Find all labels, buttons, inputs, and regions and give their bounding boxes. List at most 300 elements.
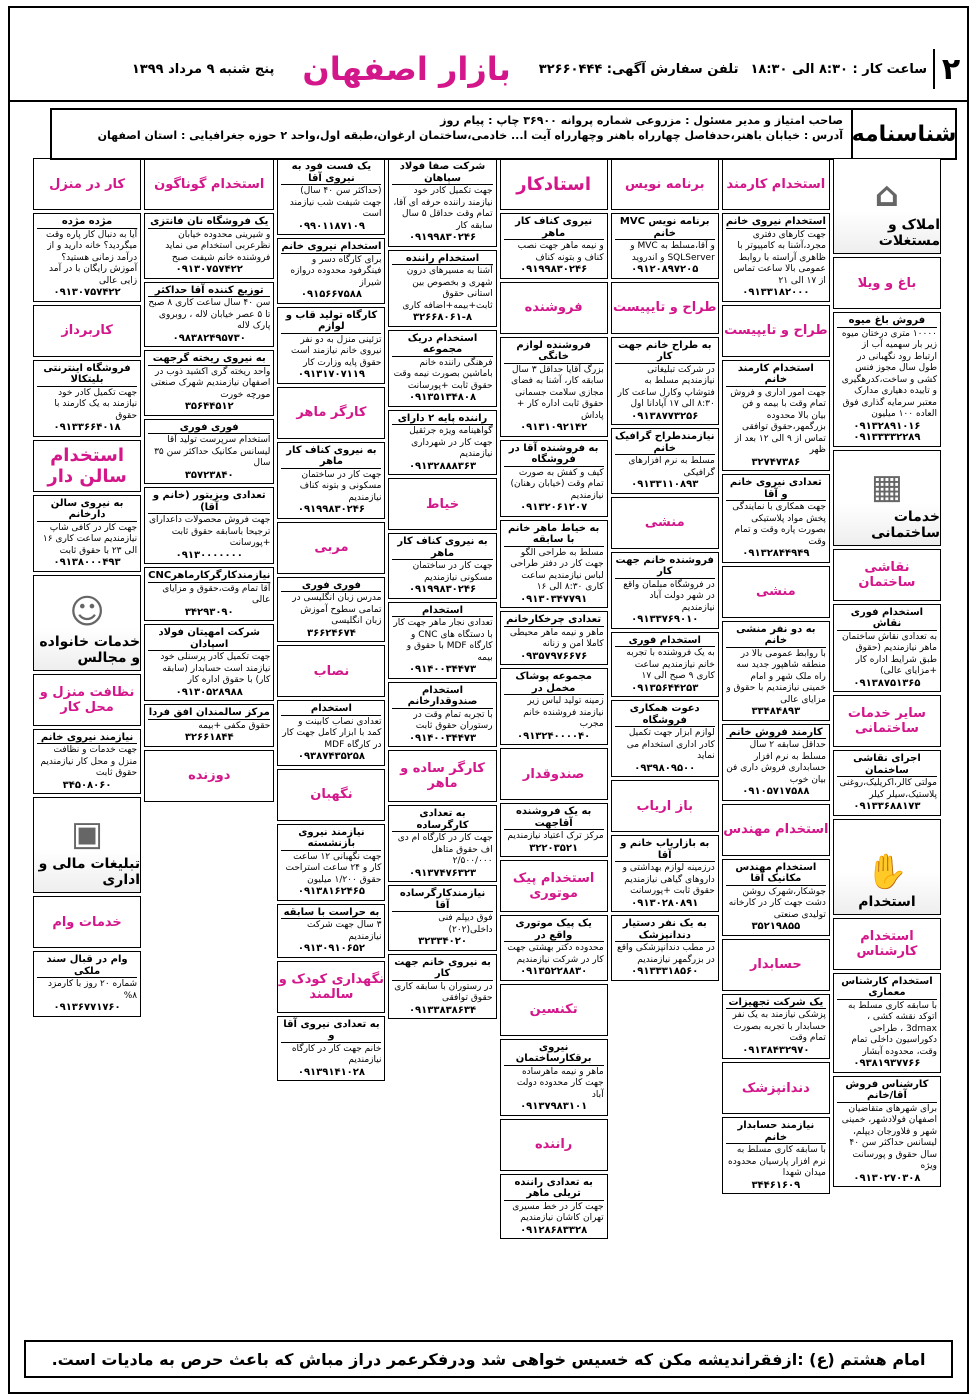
ad-body: لوازم ابزار جهت تکمیل کادر اداری استخدام می نماید bbox=[626, 728, 715, 761]
ad-phone: ۰۹۱۵۶۶۷۵۸۸ bbox=[300, 289, 362, 300]
section-banner-label: خدمات ساختمانی bbox=[871, 508, 940, 541]
identity-line: آدرس : خیابان باهنر،حدفاصل چهارراه باهنر وچهارراه آیت ا... خادمی،ساختمان ارغوان،طبقه اول،واحد ۲ حوزه جغرافیایی : استان اصفهان bbox=[97, 129, 843, 142]
classified-ad bbox=[144, 419, 274, 485]
classified-ad bbox=[833, 604, 941, 693]
ad-body: تعدادی نجار ماهر جهت کار با دستگاه های CNC و کارگاه MDF با حقوق و بیمه bbox=[393, 618, 493, 663]
ad-phone: ۰۹۱۳۰۷۵۷۴۲۲ bbox=[175, 264, 243, 275]
category-heading: نظافت منزل و محل کار bbox=[33, 674, 141, 726]
classified-ad bbox=[277, 238, 385, 304]
classified-ad bbox=[388, 885, 496, 951]
ad-title: نیازمندطراح گرافیک خانم bbox=[614, 431, 715, 454]
ad-phone: ۰۹۱۹۹۸۳۰۲۴۶ bbox=[520, 264, 588, 275]
ad-body: مرکز ترک اعتیاد نیازمندیم bbox=[507, 831, 604, 841]
ad-title: استخدام کارمند خانم bbox=[726, 363, 826, 387]
category-heading: تکنسین bbox=[500, 984, 608, 1036]
ad-title: وام در قبال سند ملکی bbox=[37, 954, 137, 978]
ad-title: به نیروی ریخته گرجهت bbox=[148, 353, 270, 366]
classified-ad bbox=[500, 440, 608, 517]
identity-title: شناسنامه bbox=[851, 110, 955, 158]
ad-phone: ۰۹۱۴۰۰۳۴۴۷۳ bbox=[408, 732, 477, 744]
category-heading: دندانپزشک bbox=[722, 1062, 830, 1114]
ad-title: استخدام bbox=[281, 703, 381, 716]
ad-title: استخدام صندوقدارخانم bbox=[392, 685, 492, 709]
ad-phone: ۰۹۱۳۸۷۵۱۳۶۵ bbox=[853, 677, 921, 689]
office-icon: ▣ bbox=[71, 814, 104, 854]
ad-title: کارشناس فروش آقا/خانم bbox=[837, 1079, 937, 1103]
category-heading: صندوقدار bbox=[500, 748, 608, 800]
section-banner bbox=[833, 819, 941, 915]
footer-quote: امام هشتم (ع) :ازفقرانديشه مكن كه خسيس خواهى شد ودرفكرعمر دراز مباش كه باعث حرص به ماديات است. bbox=[24, 1340, 953, 1378]
classified-ad bbox=[388, 250, 496, 327]
classified-ad bbox=[611, 428, 719, 494]
classified-ad bbox=[611, 700, 719, 777]
ad-phone: ۰۹۳۸۷۴۳۵۲۵۸ bbox=[297, 751, 365, 762]
ad-body: جهت تکمیل کادر خود نیازمند به یک کارمند با حقوق bbox=[54, 387, 138, 421]
ad-title: به طراح خانم جهت کار bbox=[615, 340, 715, 364]
ad-title: تعدادی چرخکارخانم bbox=[504, 614, 604, 627]
section-banner-label: خدمات خانواده و مجالس bbox=[39, 633, 141, 666]
ad-phone: ۰۹۱۳۳۱۱۰۸۹۳ bbox=[631, 479, 699, 490]
classified-ad bbox=[500, 1039, 608, 1116]
ad-phone: ۰۹۱۳۰۷۵۷۴۲۲ bbox=[53, 287, 121, 298]
page-number: ۲ bbox=[933, 49, 967, 89]
identity-body bbox=[52, 110, 851, 158]
ad-title: به تعدادی کارگرساده bbox=[392, 808, 492, 832]
category-heading: کارگر ساده و ماهر bbox=[388, 750, 496, 802]
ad-body: استخدام سرپرست تولید آقا لیسانس مکانیک حداکثر سن ۳۵ سال bbox=[154, 435, 271, 468]
category-heading: باز اریاب bbox=[611, 780, 719, 832]
category-heading: استخدام سالن دار bbox=[33, 440, 141, 492]
ad-phone: ۳۵۶۴۴۵۱۲ bbox=[184, 401, 234, 412]
category-heading: برنامه نویس bbox=[611, 158, 719, 210]
ad-body: تزئینی منزل به دو نفر نیروی خانم نیازمند است حقوق پایه وزارت کار bbox=[291, 334, 382, 368]
category-heading: استخدام مهندس bbox=[722, 804, 830, 856]
classified-ad bbox=[33, 729, 141, 795]
classified-ad bbox=[500, 915, 608, 981]
ads-column bbox=[833, 158, 941, 1239]
ad-title: کارمند فروش خانم bbox=[726, 727, 826, 740]
category-heading: خدمات وام bbox=[33, 896, 141, 948]
classified-ad bbox=[611, 632, 719, 698]
ad-body: جهت کار در کافی شاپ نیازمندیم ساعت کاری ۱۶ الی ۲۳ با حقوق ثابت bbox=[42, 522, 138, 556]
category-heading: کارگر ماهر bbox=[277, 387, 385, 439]
classified-ad bbox=[722, 621, 830, 721]
ad-body: واحد ریخته گری اکشید ذوب در اصفهان نیازمندیم شهرک صنعتی مورچه خورت bbox=[150, 366, 271, 400]
ad-body: مولتی کالر،اکریلیک،روغنی پلاستیک،سیلر کیلر bbox=[839, 778, 937, 800]
category-heading: فروشنده bbox=[500, 282, 608, 334]
ad-phone: ۰۹۱۳۳۷۶۹۰۱۰ bbox=[631, 614, 699, 625]
ad-body: با روابط عمومی بالا در منطقه شاهپور جدید سه راه ملک شهر و امام خمینی نیازمندیم با حقوق و مزایای عالی bbox=[726, 648, 826, 705]
identity-box bbox=[50, 108, 957, 160]
classified-ad bbox=[144, 704, 274, 747]
ad-body: در فروشگاه مبلمان واقع در شهر دولت آباد نیازمندیم bbox=[623, 579, 715, 613]
ad-phone: ۰۹۱۳۸۷۷۳۲۵۶ bbox=[631, 410, 699, 422]
ad-phone: ۰۹۱۳۲۰۶۱۲۰۷ bbox=[520, 502, 588, 513]
ad-title: به یک نفر دستیار دندانپزشک bbox=[615, 918, 715, 942]
ad-body: در شرکت تبلیغاتی نیازمندیم مسلط به فتوشاپ وکارل ساعت کار ۸:۳۰ الی ۱۷ آپادانا اول bbox=[617, 364, 715, 409]
classified-ad bbox=[277, 904, 385, 958]
ad-body: با سابقه کاری مسلط به نرم افزار پارسیان محدوده میدان شهدا bbox=[728, 1145, 826, 1178]
ad-phone: ۰۹۱۳۰۲۸۰۸۹۱ bbox=[631, 897, 699, 909]
ad-title: فوری فوری bbox=[148, 422, 270, 435]
ad-body: (حداکثر سن ۴۰ سال) جهت شیفت شب نیازمند است bbox=[289, 186, 382, 219]
classified-ad bbox=[144, 213, 274, 279]
section-banner bbox=[33, 575, 141, 671]
category-heading: استخدام کارمند bbox=[722, 158, 830, 210]
classified-ad bbox=[500, 803, 608, 857]
ad-phone: ۰۹۱۲۰۸۹۷۲۰۵ bbox=[631, 264, 699, 275]
ad-body: ماهر و نیمه ماهرساده جهت کار محدوده دولت آباد bbox=[516, 1066, 604, 1100]
category-heading: کار در منزل bbox=[33, 158, 141, 210]
ad-title: یک فست فود به نیروی آقا bbox=[281, 161, 381, 185]
order-phone: تلفن سفارش آگهی: ۳۲۶۶۰۴۴۴ bbox=[538, 61, 739, 77]
classified-ad bbox=[833, 973, 941, 1073]
ad-phone: ۰۹۸۳۸۲۴۹۵۷۳۰ bbox=[172, 332, 246, 344]
ad-body: ۱۰۰۰۰ متری درختان میوه زیر بار سهمیه آب از ارتباط رود نگهبانی در طول سال مجوز فنس کشی و ساخت،کدرهگیری و تاییده دهیاری مدارک معتبر سرمایه گذاری فوق العاده ۱۰۰ میلیون bbox=[841, 328, 937, 419]
ad-phone: ۰۹۱۰۵۷۱۷۵۸۸ bbox=[742, 786, 810, 797]
ad-phone: ۰۹۳۸۱۹۳۷۷۶۶ bbox=[853, 1058, 921, 1069]
ads-grid bbox=[33, 158, 941, 1356]
ad-phone: ۰۹۱۳۵۱۳۴۸۰۸ bbox=[408, 392, 477, 403]
ad-body: آقا تمام وقت،حقوق و مزایای عالی bbox=[162, 583, 271, 605]
category-heading: راننده bbox=[500, 1119, 608, 1171]
ad-body: جهت تکمیل کادر پرسنلی خود نیازمند است حسابدار (سابقه کار) با حقوق اداره کار bbox=[160, 652, 271, 685]
ads-column bbox=[33, 158, 141, 1239]
category-heading: باغ و ویلا bbox=[833, 257, 941, 309]
ad-body: حداقل سابقه ۲ سال مسلط به نرم افزار حسابداری فروش داری فن بیان خوب bbox=[726, 740, 826, 785]
classified-ad bbox=[722, 994, 830, 1060]
ad-title: به فروشنده آقا در فروشگاه bbox=[504, 443, 604, 467]
ad-title: استخدام فوری bbox=[615, 635, 715, 648]
house-icon: ⌂ bbox=[874, 175, 900, 215]
ad-title: نیروی برقکارساختمان bbox=[504, 1042, 604, 1066]
ad-phone: ۳۲۶۶۸۰۶۱-۸ bbox=[412, 312, 473, 323]
ad-title: راننده پایه ۲ دارای bbox=[392, 413, 492, 426]
ad-title: تعدادی ویزیتور (خانم و آقا) bbox=[148, 490, 270, 514]
ad-phone: ۰۹۳۹۸۰۹۵۰۰ bbox=[634, 762, 696, 774]
classified-ad bbox=[388, 682, 496, 748]
ad-body: جهت همکاری با نمایندگی پخش مواد پلاستیکی بصورت پاره وقت و تمام وقت bbox=[732, 502, 826, 547]
newspaper-logo: بازار اصفهان bbox=[302, 50, 511, 88]
ad-phone: ۰۹۱۳۰۲۷۰۳۰۸ bbox=[853, 1172, 921, 1184]
ad-phone: ۳۶۶۲۴۶۷۴ bbox=[307, 627, 356, 639]
ad-title: نیازمند حسابدار خانم bbox=[726, 1120, 826, 1144]
ad-body: فوق دیپلم فنی داخلی(۲۰۲) bbox=[438, 913, 493, 935]
ad-phone: ۰۹۱۳۰۹۱۰۶۵۲ bbox=[297, 943, 365, 954]
classified-ad bbox=[611, 552, 719, 629]
classified-ad bbox=[500, 1174, 608, 1240]
ad-phone: ۰۹۱۳۰۵۲۸۹۸۸ bbox=[175, 686, 243, 698]
classified-ad bbox=[144, 487, 274, 564]
classified-ad bbox=[388, 954, 496, 1020]
ad-body: فرهنگی راننده خانم باماشین بصورت نیمه وقت حقوق ثابت +پورسانت bbox=[393, 357, 493, 391]
ad-title: فروشنده لوازم خانگی bbox=[504, 340, 604, 364]
ad-body: تعدادی نصاب کابینت و کمد با ابزار کامل جهت کار در کارگاه MDF bbox=[282, 716, 382, 750]
category-heading: طراح و تایپیست bbox=[722, 305, 830, 357]
classified-ad bbox=[277, 158, 385, 235]
ad-title: به خیاط ماهر خانم با سابقه bbox=[504, 523, 604, 547]
ad-body: زمینه تولید لباس زیر نیازمند فروشنده خانم مجرب bbox=[523, 696, 604, 729]
ad-phone: ۰۹۱۳۳۸۳۸۶۳۴ bbox=[408, 1004, 477, 1016]
working-hours: ساعت کار : ۸:۳۰ الی ۱۸:۳۰ bbox=[750, 61, 927, 77]
ad-title: یک شرکت تجهیزات bbox=[726, 997, 826, 1010]
ad-title: استخدام کارشناس معماری bbox=[837, 976, 937, 1000]
section-banner-label: استخدام bbox=[858, 893, 916, 910]
classified-ad bbox=[722, 1117, 830, 1194]
ad-title: استخدام bbox=[392, 605, 492, 618]
ad-body: کیف و کفش به صورت تمام وقت (خیابان رهنان) نیازمندیم bbox=[510, 467, 604, 501]
classified-ad bbox=[611, 213, 719, 279]
ad-title: تعدادی نیروی خانم و آقا bbox=[726, 477, 826, 501]
ad-title: به نیروی کناف کار ماهر bbox=[281, 445, 381, 469]
ad-body: جهت نگهبانی ۱۲ ساعت کار و ۲۴ ساعت استراحت حقوق ۱/۲۰۰ میلیون bbox=[285, 851, 382, 885]
ad-phone: ۰۹۱۳۲۸۹۱۰۱۶ ۰۹۱۳۳۳۳۲۲۸۹ bbox=[853, 420, 921, 443]
classified-ad bbox=[833, 750, 941, 816]
classified-ad bbox=[144, 350, 274, 416]
classified-ad bbox=[611, 915, 719, 981]
ad-title: به حراست با سابقه bbox=[281, 907, 381, 920]
category-heading: نصاب bbox=[277, 645, 385, 697]
ad-body: با سابقه کاری مسلط به اتوکد نقشه کشی ، 3dmax ، طراحی دکوراسیون داخلی تمام وقت، محدوده آبشار bbox=[848, 1000, 937, 1057]
classified-ad bbox=[277, 307, 385, 384]
classified-ad bbox=[388, 602, 496, 679]
ad-body: خانم جهت کار در کارگاه نیازمندیم bbox=[291, 1043, 382, 1065]
ad-title: به دو نفر منشی خانم bbox=[726, 624, 826, 648]
ad-phone: ۰۹۱۳۷۹۸۳۱۰۱ bbox=[520, 1101, 588, 1112]
category-heading: منشی bbox=[611, 497, 719, 549]
ad-body: شماره ۲۰ روز با کارمزد ۸% bbox=[47, 979, 138, 1001]
ad-phone: ۳۲۳۳۴۰۲۰ bbox=[418, 936, 467, 947]
ad-body: مسلط به نرم افزارهای گرافیکی bbox=[628, 456, 715, 478]
ad-title: مرکز سالمندان افق فردا bbox=[148, 707, 270, 718]
classified-ad bbox=[722, 724, 830, 801]
classified-ad bbox=[277, 577, 385, 643]
classified-ad bbox=[722, 213, 830, 302]
ad-body: جهت کارهای دفتری مجرد،آشنا به کامپیوتر با ظاهری آراسته با روابط عمومی بالا ساعت تماس از ۱۷ الی ۲۱ bbox=[733, 229, 826, 286]
ad-title: به تعدادی راننده تریلی ماهر bbox=[504, 1177, 604, 1201]
ad-title: دعوت همکاری فروشگاه bbox=[615, 703, 715, 727]
family-icon: ☺ bbox=[69, 591, 105, 632]
ad-phone: ۳۳۴۸۴۸۹۳ bbox=[751, 706, 801, 717]
ad-title: یک فروشگاه نان فانتزی bbox=[150, 216, 269, 227]
ad-title: شرکت امهیتان فولاد اسپادان bbox=[148, 627, 270, 651]
page-header bbox=[10, 38, 967, 102]
ad-body: و شیرینی محدوده خیابان نظرعربی استخدام می نماید فروشنده خانم شیفت صبح bbox=[165, 229, 271, 263]
category-heading: منشی bbox=[722, 566, 830, 618]
classified-ad bbox=[277, 442, 385, 519]
ad-body: مدرس زبان انگلیسی در تمامی سطوح آموزش زبان انگلیسی bbox=[292, 593, 382, 626]
category-heading: دوزنده bbox=[144, 750, 274, 802]
ad-title: فوری فوری bbox=[281, 580, 381, 593]
ad-body: به یک فروشنده با تجربه خانم نیازمندیم ساعت کاری ۹ صبح الی ۱۷ bbox=[626, 648, 715, 681]
ad-title: نیازمند نیروی بازنشسته bbox=[281, 827, 381, 851]
classified-ad bbox=[500, 520, 608, 609]
classified-ad bbox=[33, 495, 141, 572]
ad-title: به نیروی سالن دارخانم bbox=[37, 498, 137, 522]
classified-ad bbox=[722, 360, 830, 472]
classified-ad bbox=[833, 312, 941, 447]
ad-body: و آقا،مسلط به MVC و SQLServer و اندروید bbox=[630, 241, 715, 263]
category-heading: نگهداری کودک و سالمند bbox=[277, 961, 385, 1013]
ad-title: به نیروی کناف کار ماهر bbox=[392, 536, 492, 560]
ad-title: نیروی کناف کار ماهر bbox=[504, 216, 604, 240]
ad-title: فروشنده خانم جهت کار bbox=[615, 554, 714, 577]
classified-ad bbox=[388, 330, 496, 407]
ad-body: جهت تکمیل کادر خود نیازمند راننده حرفه ای آقا، تمام وقت حداقل ۵ سال سابقه کار bbox=[393, 186, 493, 231]
category-heading: مربی bbox=[277, 522, 385, 574]
ad-title: شرکت صفا فولاد سپاهان bbox=[392, 161, 492, 185]
ad-phone: ۳۴۴۶۱۶۰۹ bbox=[751, 1179, 801, 1191]
ad-phone: ۳۴۲۹۳۰۹۰ bbox=[184, 606, 234, 618]
classified-ad bbox=[33, 360, 141, 437]
classified-ad bbox=[722, 474, 830, 563]
ad-phone: ۰۹۱۴۰۰۳۴۴۷۳ bbox=[408, 664, 477, 675]
ad-title: استخدام نیروی خانم bbox=[281, 241, 382, 252]
ad-title: استخدام فوری نقاش bbox=[837, 607, 937, 631]
classified-ad bbox=[33, 213, 141, 302]
ad-body: آیا به دنبال کار پاره وقت میگردید؟ خانه دارید و از درآمد زمانی هستید؟ آموزش رایگان با در آمد زایی عالی bbox=[46, 229, 138, 286]
ad-phone: ۰۹۱۳۱۷۰۷۱۱۹ bbox=[297, 369, 365, 380]
section-banner bbox=[833, 450, 941, 546]
classified-ad bbox=[388, 805, 496, 882]
classified-ad bbox=[33, 951, 141, 1017]
category-heading: کاربرداز bbox=[33, 305, 141, 357]
ad-phone: ۰۹۱۹۹۸۳۰۲۴۶ bbox=[408, 232, 477, 243]
classified-ad bbox=[277, 700, 385, 766]
ad-title: مژده مژده bbox=[37, 216, 137, 229]
ad-phone: ۰۹۱۳۷۴۷۶۳۲۳ bbox=[408, 867, 477, 879]
ads-column bbox=[500, 158, 608, 1239]
classified-ad bbox=[722, 859, 830, 936]
section-banner bbox=[33, 797, 141, 893]
ad-body: ماهر و نیمه ماهر محیطی کاملا امن و زنانه bbox=[509, 627, 604, 649]
ad-body: جهت کار در خط مسیری تهران کاشان نیازمندیم bbox=[512, 1201, 604, 1223]
category-heading: خیاط bbox=[388, 478, 496, 530]
ad-phone: ۰۹۱۳۵۶۴۴۲۵۳ bbox=[631, 682, 699, 694]
ad-body: آشنا به مسیرهای درون شهری و بخصوص بین استانی حقوق ثابت+بیمه+اضافه کاری bbox=[402, 266, 493, 311]
ad-title: نیازمندکارگرکارماهرCNC bbox=[148, 570, 271, 581]
category-heading: استخدام گوناگون bbox=[144, 158, 274, 210]
classified-ad bbox=[277, 1016, 385, 1082]
ad-phone: ۳۵۷۲۳۸۴۰ bbox=[184, 469, 234, 481]
ad-phone: ۰۹۱۳۶۷۷۱۷۶۰ bbox=[53, 1002, 121, 1013]
ad-title: استخدام دریک مجموعه bbox=[392, 333, 492, 357]
ad-title: مجموعه پوشاک مخمل در bbox=[504, 671, 604, 695]
ad-body: به تعدادی نقاش ساختمان ماهر نیازمندیم (حقوق طبق شرایط اداره کار +مزایای عالی) bbox=[842, 631, 937, 676]
classified-ad bbox=[833, 1076, 941, 1188]
ad-phone: ۰۹۱۳۰۰۰۰۰۰۰ bbox=[175, 549, 243, 561]
ad-title: اجرای نقاشی ساختمان bbox=[837, 753, 937, 777]
ad-body: جهت امور اداری و فروش تمام وقت با بیمه و فن بیان بالا محدوده بزرگمهر،حقوق توافقی تماس از ۹ الی ۱۲ بعد از ظهر bbox=[730, 387, 826, 455]
ad-body: مسلط به طراحی الگو جهت کار در دفتر طراحی لباس نیازمندیم ساعت کاری ۸:۳۰ الی ۱۶ bbox=[510, 547, 604, 592]
ad-body: جهت فروش محصولات داعدارای ترجیحا باسابقه حقوق ثابت +پورسانت bbox=[148, 515, 271, 548]
ad-title: به یک فروشنده آقاجهت bbox=[504, 806, 604, 830]
ad-phone: ۳۲۷۴۷۳۸۶ bbox=[751, 456, 801, 468]
ad-title: استخدام نیروی خانم bbox=[725, 216, 826, 227]
category-heading: نگهبان bbox=[277, 769, 385, 821]
ad-title: توزیع کننده آقا حداکثر bbox=[148, 285, 270, 298]
classified-ad bbox=[388, 158, 496, 247]
category-heading: سایر خدمات ساختمانی bbox=[833, 695, 941, 747]
ad-body: درزمینه لوازم بهداشتی و داروهای گیاهی نیازمندیم حقوق ثابت +پورسانت bbox=[622, 863, 715, 896]
ad-title: فروش باغ میوه bbox=[837, 315, 937, 328]
identity-line: صاحب امتیاز و مدیر مسئول : مزروعی شماره پروانه ۳۶۹۰۰ چاپ : پیام روز bbox=[440, 114, 843, 127]
ad-body: سن ۴۰ سال ساعت کاری ۸ صبح تا ۵ عصر خیابان لاله ، روبروی پارک لاله bbox=[148, 298, 271, 331]
ad-body: جهت کار در ساختمان مسکونی و بتونه کناف نیازمندیم bbox=[299, 469, 382, 503]
ad-title: یک پیک موتوری واقع در bbox=[504, 918, 604, 942]
ad-phone: ۰۹۱۳۳۳۱۸۵۶۰ bbox=[631, 966, 699, 977]
ad-title: نیازمندکارگرساده آقا bbox=[392, 888, 492, 912]
ad-phone: ۰۹۱۳۳۶۶۴۰۱۸ bbox=[53, 422, 121, 433]
section-banner-label: املاک و مستغلات bbox=[878, 217, 940, 249]
ad-title: به تعدادی نیروی آقا و bbox=[283, 1018, 380, 1041]
ad-body: جهت کار در ساختمان مسکونی نیازمندیم bbox=[412, 561, 493, 583]
ad-body: برای کارگاه دسر و فینگرفود محدوده دروازه شیراز bbox=[290, 254, 382, 288]
classified-ad bbox=[277, 824, 385, 901]
ads-column bbox=[611, 158, 719, 1239]
classified-ad bbox=[500, 668, 608, 745]
category-heading: نقاشی ساختمان bbox=[833, 549, 941, 601]
ad-body: و نیمه ماهر جهت نصب کناف و بتونه کناف bbox=[517, 241, 604, 263]
ad-phone: ۰۹۱۳۳۶۸۸۱۷۳ bbox=[853, 801, 921, 812]
ad-body: جهت کار در کارگاه ام دی اف حقوق متاهل ۲/۵۰۰/۰۰۰ bbox=[397, 833, 493, 866]
ad-title: برنامه نویس MVC خانم bbox=[615, 216, 715, 240]
category-heading: استادکار bbox=[500, 158, 608, 210]
classified-ad bbox=[388, 410, 496, 476]
ad-body: پزشکی نیازمند به یک نفر حسابدار با تجربه بصورت تمام وقت bbox=[732, 1010, 826, 1043]
ad-phone: ۰۹۱۲۸۶۸۳۳۲۸ bbox=[520, 1224, 588, 1236]
ad-body: برای شهرهای متقاضیان اصفهان فولادشهر، خمینی شهر و فلاورجان دیپلم، لیسانس حداکثر سن ۴۰ سال حقوق و پورسانت ویژه bbox=[841, 1103, 937, 1171]
section-banner-label: تبلیغات مالی و اداری bbox=[38, 856, 141, 888]
ad-phone: ۰۹۱۳۲۴۰۰۰۰۴۰ bbox=[517, 730, 591, 742]
ad-body: ۳ سال جهت شرکت نیازمندیم bbox=[307, 920, 382, 942]
classified-ad bbox=[144, 567, 274, 621]
ad-phone: ۰۹۱۳۹۱۴۱۰۲۸ bbox=[297, 1066, 365, 1078]
ad-phone: ۰۹۱۳۱۰۹۲۱۴۲ bbox=[520, 422, 588, 433]
category-heading: طراح و تایپیست bbox=[611, 282, 719, 334]
ad-phone: ۰۹۱۳۰۳۴۷۷۹۱ bbox=[520, 593, 588, 605]
ad-title: کارگاه تولید قاب و لوازم bbox=[281, 310, 381, 334]
ad-body: با تجربه تمام وقت در رستوران حقوق ثابت bbox=[413, 709, 493, 731]
classified-ad bbox=[500, 337, 608, 437]
issue-date: پنج شنبه ۹ مرداد ۱۳۹۹ bbox=[131, 61, 275, 77]
category-heading: استخدام پیک موتوری bbox=[500, 860, 608, 912]
ad-phone: ۰۹۳۵۷۹۷۶۶۷۶ bbox=[520, 650, 588, 662]
ad-body: محدوده دکتر بهشتی جهت کار در شرکت نیازمندیم bbox=[507, 943, 604, 965]
ad-phone: ۰۹۱۳۸۱۶۲۴۶۵ bbox=[297, 886, 365, 897]
ads-column bbox=[144, 158, 274, 1239]
classified-ad bbox=[500, 611, 608, 665]
ad-phone: ۳۵۲۱۹۸۵۵ bbox=[751, 921, 801, 932]
ad-body: در رستوران با سابقه کاری حقوق توافقی bbox=[394, 981, 493, 1003]
ad-phone: ۰۹۹۰۱۱۸۷۱۰۹ bbox=[297, 220, 365, 232]
ad-phone: ۰۹۱۳۲۸۴۴۹۴۹ bbox=[742, 548, 810, 559]
ad-title: استخدام مهندس مکانیک آقا bbox=[726, 862, 826, 886]
ad-body: بزرگ آقایا حداقل ۳ سال سابقه کار، آشنا به فضای مجازی سلامت جسمانی حقوق ثابت اداره کار + پاداش bbox=[511, 364, 604, 421]
ad-body: حقوق مکفی +بیمه bbox=[198, 720, 271, 731]
ad-title: به نیروی خانم جهت کار bbox=[394, 956, 491, 979]
handshake-icon: ✋ bbox=[865, 851, 909, 892]
ad-phone: ۳۲۲۰۳۵۲۱ bbox=[529, 842, 579, 854]
ads-column bbox=[388, 158, 496, 1239]
ad-title: فروشگاه اینترنتی بلیتکالا bbox=[37, 363, 137, 387]
ad-body: جهت خدمات و نظافت منزل و محل کار نیازمندیم حقوق ثابت bbox=[40, 745, 138, 778]
ad-body: جوشکار،شهرک روشن دشت جهت کار در کارخانه تولیدی صنعتی bbox=[728, 886, 826, 920]
ad-title: استخدام راننده bbox=[392, 253, 492, 266]
ad-phone: ۳۴۵۰۸۰۶۰ bbox=[62, 779, 112, 791]
ads-column bbox=[277, 158, 385, 1239]
ad-phone: ۰۹۱۳۸۴۳۲۹۷۰ bbox=[742, 1044, 810, 1056]
